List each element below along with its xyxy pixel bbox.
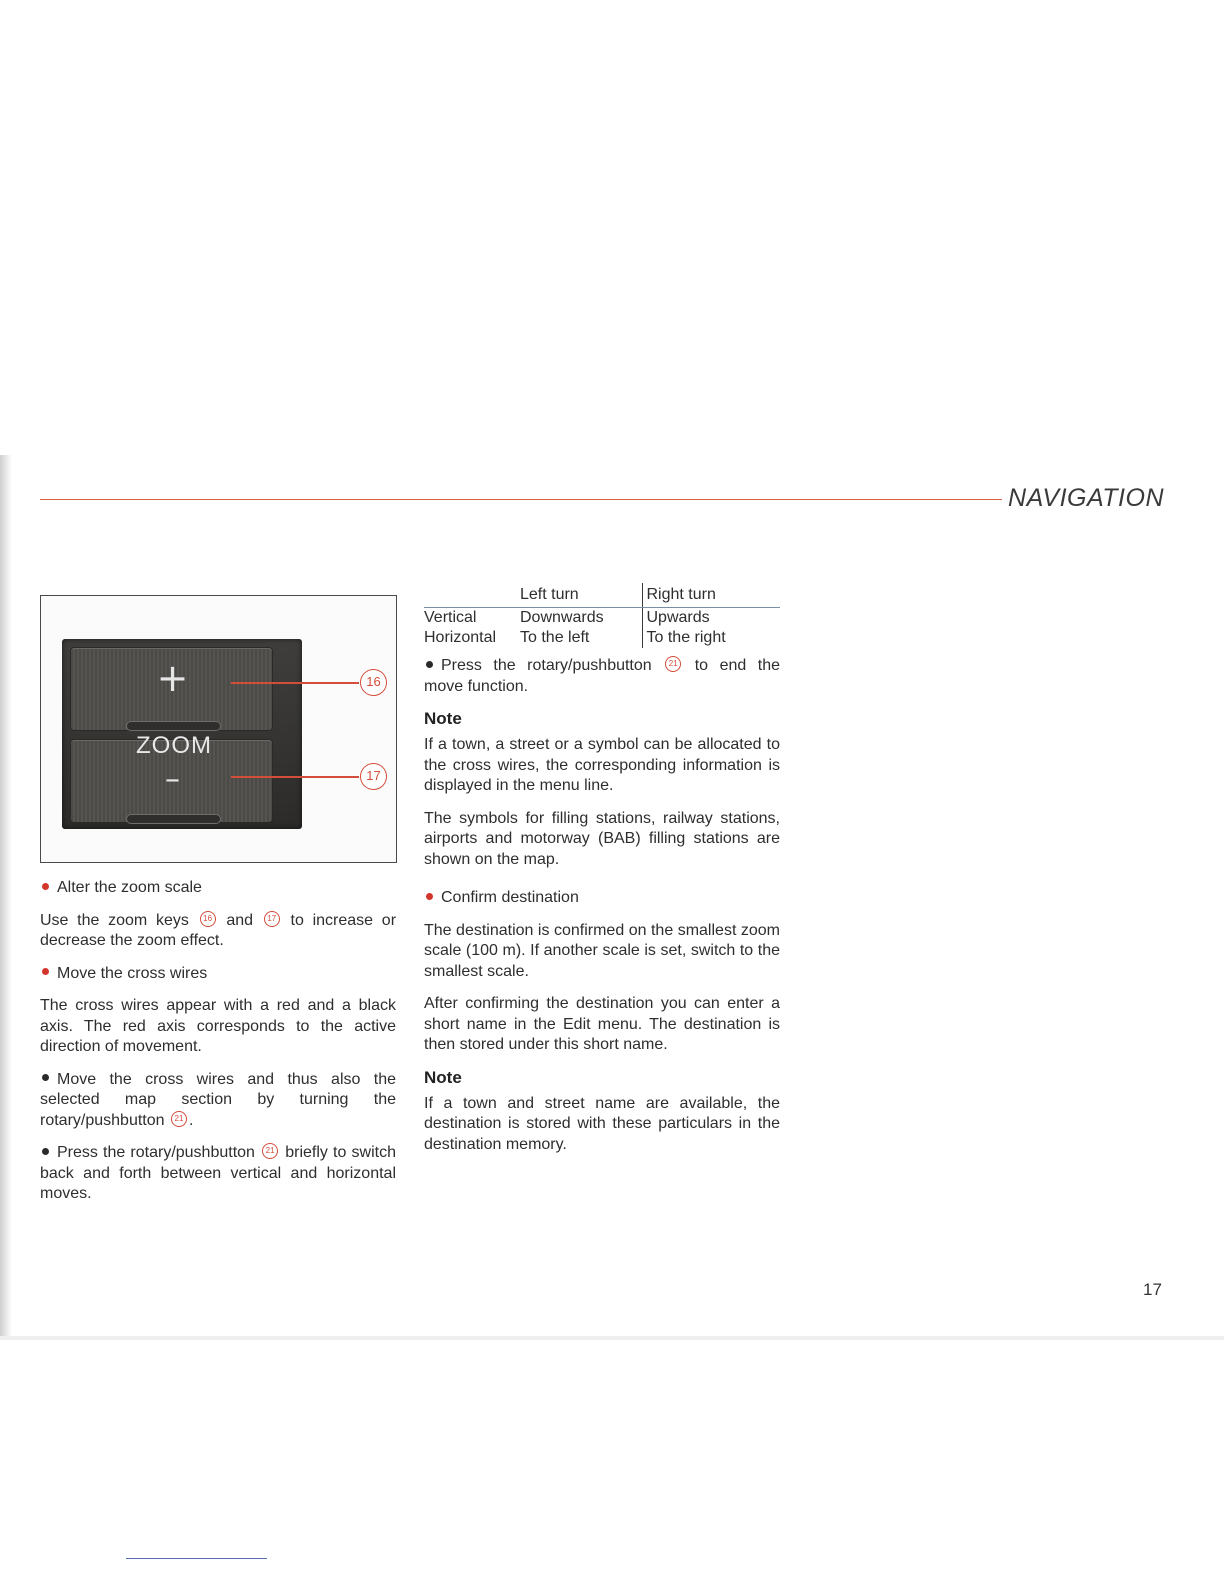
note-paragraph: If a town, a street or a symbol can be allocated to the cross wires, the corresponding information is displayed in the menu line. bbox=[424, 736, 780, 794]
red-bullet-icon bbox=[42, 968, 49, 975]
footer-line bbox=[126, 1558, 267, 1559]
callout-number-16: 16 bbox=[360, 669, 387, 696]
step-move-cross-wires bbox=[40, 964, 396, 985]
bullet-move-cross-wires bbox=[40, 1070, 396, 1132]
reference-number-icon: 16 bbox=[200, 911, 216, 927]
table-cell: Vertical bbox=[424, 609, 477, 626]
callout-number-17: 17 bbox=[360, 763, 387, 790]
page-edge-shadow bbox=[0, 455, 12, 1337]
zoom-keypad bbox=[62, 639, 302, 829]
text: Press the rotary/pushbutton bbox=[57, 1144, 255, 1161]
callout-line-16 bbox=[231, 682, 359, 684]
cross-wires-paragraph: The cross wires appear with a red and a black axis. The red axis corresponds to the active direction of movement. bbox=[40, 997, 396, 1055]
step-text: Confirm destination bbox=[441, 889, 579, 906]
table-cell: Downwards bbox=[516, 608, 642, 629]
plus-icon: + bbox=[156, 656, 189, 700]
bullet-switch-direction bbox=[40, 1143, 396, 1205]
callout-line-17 bbox=[231, 776, 359, 778]
zoom-paragraph bbox=[40, 911, 396, 952]
text: Use the zoom keys bbox=[40, 911, 189, 929]
reference-number-icon: 21 bbox=[262, 1143, 278, 1159]
text: Press the rotary/pushbutton bbox=[441, 657, 652, 674]
red-bullet-icon bbox=[426, 893, 433, 900]
text: and bbox=[226, 911, 254, 929]
reference-number-icon: 21 bbox=[665, 656, 681, 672]
confirm-paragraph: After confirming the destination you can enter a short name in the Edit menu. The destination is then stored under this short name. bbox=[424, 995, 780, 1053]
black-bullet-icon bbox=[42, 1074, 49, 1081]
left-column bbox=[40, 878, 396, 1217]
step-text: Move the cross wires bbox=[57, 964, 208, 982]
table-row bbox=[424, 608, 780, 629]
note-paragraph: The symbols for filling stations, railway stations, airports and motorway (BAB) filling stations are shown on the map. bbox=[424, 809, 780, 868]
text: to end the move function. bbox=[424, 657, 781, 695]
table-header-cell: Right turn bbox=[642, 583, 780, 608]
text: to increase or decrease the zoom effect. bbox=[40, 911, 397, 949]
text: . bbox=[188, 1111, 194, 1129]
step-alter-zoom bbox=[40, 878, 396, 899]
black-bullet-icon bbox=[426, 661, 433, 668]
reference-number-icon: 21 bbox=[171, 1111, 187, 1127]
table-header-row bbox=[424, 583, 780, 608]
text: Move the cross wires and thus also the selected map section by turning the rotary/pushbutton bbox=[40, 1070, 396, 1129]
black-bullet-icon bbox=[42, 1148, 49, 1155]
zoom-label: ZOOM bbox=[136, 732, 212, 759]
note-heading: Note bbox=[424, 1067, 462, 1087]
table-header-cell: Left turn bbox=[516, 583, 642, 608]
zoom-in-key bbox=[70, 647, 273, 731]
page-number: 17 bbox=[1143, 1280, 1162, 1299]
table-cell: To the right bbox=[646, 629, 726, 646]
step-confirm-destination bbox=[424, 888, 780, 909]
note-paragraph: If a town and street name are available, the destination is stored with these particulars in the destination memory. bbox=[424, 1094, 780, 1153]
note-heading: Note bbox=[424, 709, 462, 728]
table-header-cell bbox=[424, 583, 516, 608]
bullet-end-move bbox=[424, 656, 780, 697]
turn-direction-table bbox=[424, 583, 780, 648]
table-row bbox=[424, 628, 780, 648]
right-column bbox=[424, 583, 780, 1167]
table-cell: Upwards bbox=[646, 609, 710, 626]
reference-number-icon: 17 bbox=[264, 911, 280, 927]
section-title: NAVIGATION bbox=[1008, 484, 1164, 512]
page-bottom-shadow bbox=[0, 1336, 1224, 1340]
red-bullet-icon bbox=[42, 883, 49, 890]
table-cell: Horizontal bbox=[424, 629, 497, 646]
text: briefly to switch back and forth between vertical and horizontal moves. bbox=[40, 1144, 396, 1202]
minus-icon: – bbox=[165, 762, 180, 797]
header-rule bbox=[40, 499, 1002, 500]
zoom-keys-figure bbox=[40, 595, 397, 863]
confirm-paragraph: The destination is confirmed on the smallest zoom scale (100 m). If another scale is set, switch to the smallest scale. bbox=[424, 921, 780, 980]
key-rail bbox=[126, 814, 221, 824]
step-text: Alter the zoom scale bbox=[57, 879, 202, 896]
key-rail bbox=[126, 721, 221, 731]
table-cell: To the left bbox=[516, 628, 642, 648]
